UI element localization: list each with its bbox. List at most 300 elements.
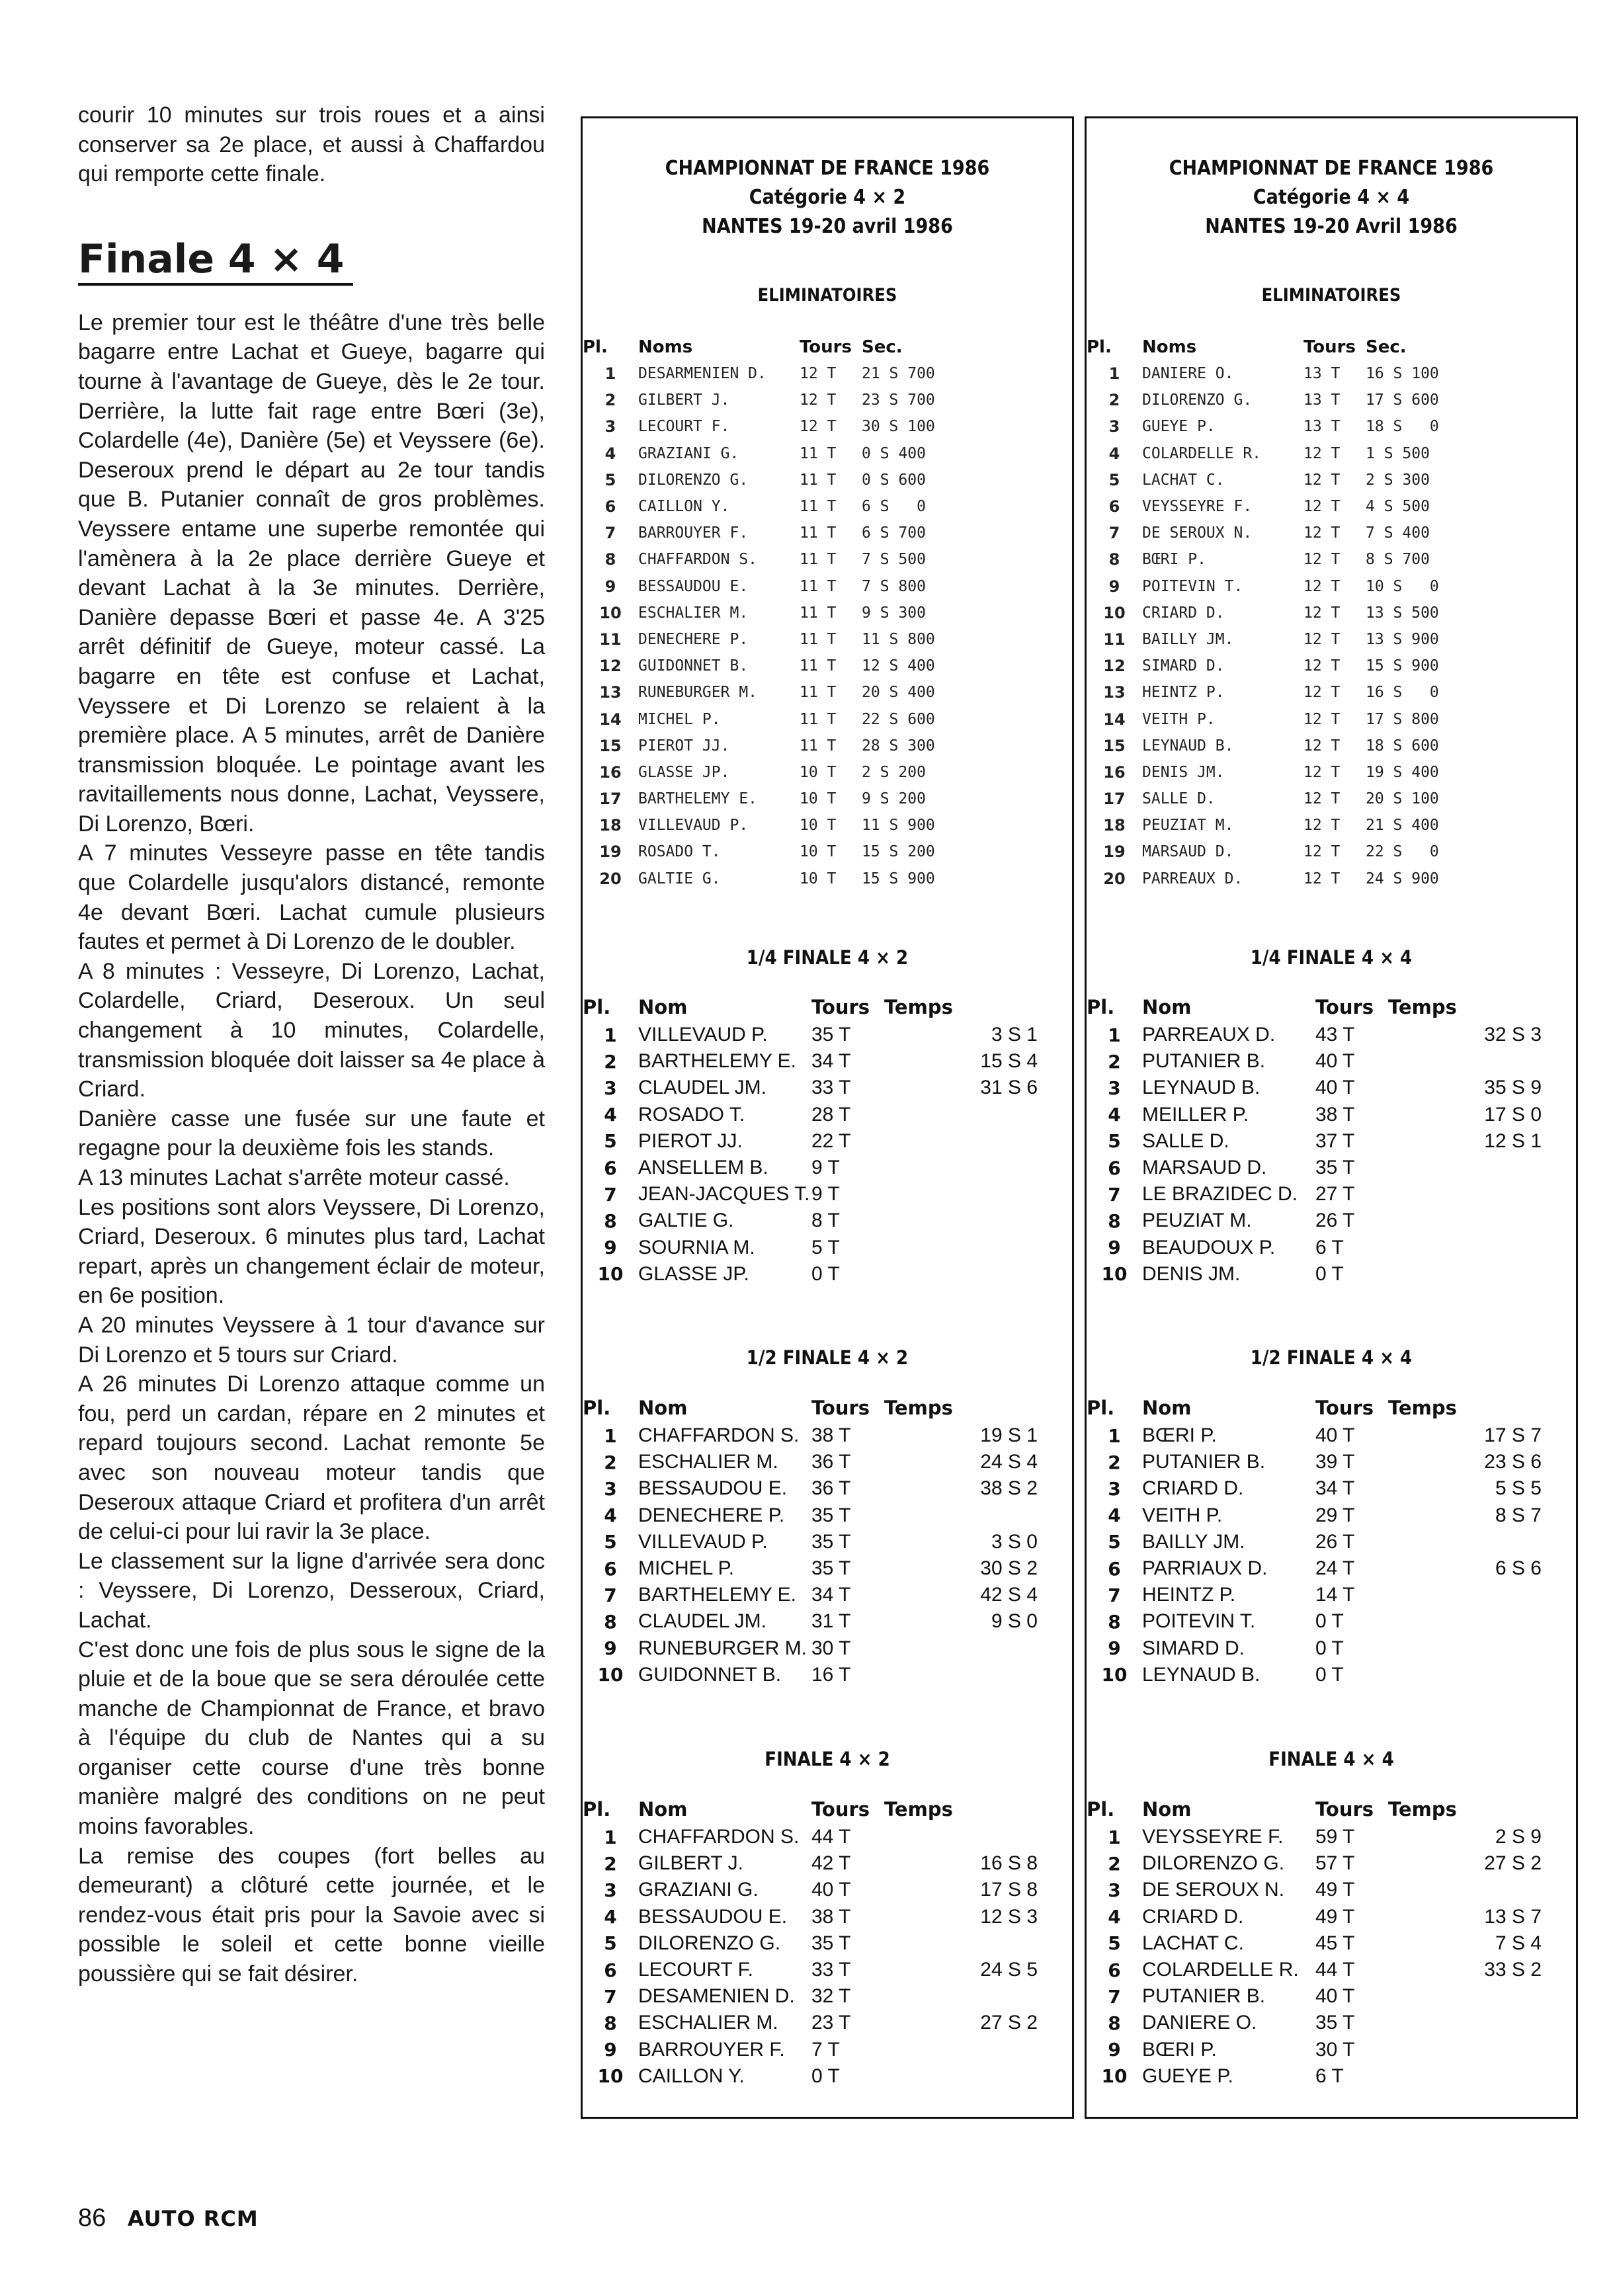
tours-cell: 16 T (811, 1663, 851, 1686)
table-row (583, 2010, 1072, 2036)
sec-cell: 6 S 700 (862, 524, 926, 542)
header-pl: Pl. (1087, 1798, 1115, 1821)
temps-cell (1388, 1261, 1576, 1288)
place-cell: 1 (604, 1024, 617, 1046)
name-cell: BAILLY JM. (1142, 630, 1234, 648)
name-cell: CRIARD D. (1142, 604, 1225, 622)
temps-cell (1388, 1582, 1576, 1608)
table-row (1087, 1582, 1576, 1608)
table-row (1087, 1075, 1576, 1101)
table-row (583, 1261, 1072, 1288)
place-cell: 17 (599, 790, 622, 809)
name-cell: ESCHALIER M. (638, 2012, 778, 2034)
name-cell: JEAN-JACQUES T. (638, 1183, 810, 1206)
box-title-line-1: CHAMPIONNAT DE FRANCE 1986 (665, 157, 990, 180)
name-cell: PIEROT JJ. (638, 737, 730, 755)
table-row (1087, 866, 1576, 892)
name-cell: GLASSE JP. (638, 1262, 749, 1285)
tours-cell: 30 T (1315, 2038, 1355, 2061)
temps-cell: 3 S 0 (991, 1530, 1038, 1553)
place-cell: 9 (604, 1237, 617, 1259)
table-row (583, 1048, 1072, 1075)
name-cell: HEINTZ P. (1142, 684, 1225, 702)
place-cell: 8 (1108, 2012, 1121, 2034)
name-cell: DENIS JM. (1142, 1262, 1241, 1285)
tours-cell: 30 T (811, 1637, 851, 1659)
name-cell: ROSADO T. (638, 1103, 745, 1126)
place-cell: 14 (599, 710, 622, 729)
header-nom: Nom (1142, 996, 1192, 1018)
article-paragraph: C'est donc une fois de plus sous le signe de la pluie et de la boue que se sera déroulée cette manche de Championnat de France, et bravo à l'équipe du club de Nantes qui a su organiser cette course d'une très bonne manière malgré des conditions on ne peut moins favorables. (78, 1637, 545, 1840)
quarter-final-table (1087, 993, 1576, 1288)
tours-cell: 35 T (811, 1530, 851, 1553)
tours-cell: 35 T (811, 1557, 851, 1580)
tours-cell: 7 T (811, 2038, 840, 2061)
place-cell: 1 (1108, 1826, 1121, 1848)
tours-cell: 6 T (1315, 1236, 1344, 1258)
tours-cell: 11 T (800, 657, 837, 675)
place-cell: 2 (1108, 1451, 1121, 1473)
name-cell: BEAUDOUX P. (1142, 1236, 1276, 1258)
place-cell: 7 (604, 1584, 617, 1606)
place-cell: 1 (1108, 1024, 1121, 1046)
temps-cell: 38 S 2 (980, 1477, 1038, 1500)
place-cell: 1 (604, 1826, 617, 1848)
temps-cell (884, 1662, 1072, 1688)
table-header-row (1087, 993, 1576, 1022)
name-cell: VEYSSEYRE F. (1142, 1826, 1284, 1848)
tours-cell: 12 T (1303, 577, 1341, 595)
tours-cell: 36 T (811, 1477, 851, 1500)
tours-cell: 35 T (1315, 2012, 1355, 2034)
tours-cell: 35 T (811, 1024, 851, 1046)
sec-cell: 11 S 900 (862, 817, 935, 835)
place-cell: 8 (1108, 1610, 1121, 1633)
tours-cell: 12 T (1303, 630, 1341, 648)
table-row (1087, 759, 1576, 786)
table-row (1087, 2010, 1576, 2036)
place-cell: 10 (1101, 2065, 1128, 2088)
place-cell: 19 (1103, 842, 1126, 862)
temps-cell (1388, 1608, 1576, 1635)
temps-cell: 15 S 4 (980, 1050, 1038, 1073)
eliminatoires-table (1087, 334, 1576, 892)
tours-cell: 38 T (811, 1424, 851, 1447)
box-title-line-1: CHAMPIONNAT DE FRANCE 1986 (1169, 157, 1494, 180)
table-header-row (1087, 1795, 1576, 1824)
header-tours: Tours (1315, 1397, 1374, 1419)
header-nom: Nom (1142, 1798, 1192, 1821)
name-cell: PARRIAUX D. (1142, 1557, 1268, 1580)
table-body (583, 1824, 1072, 2090)
table-row (583, 520, 1072, 546)
temps-cell (884, 1824, 1072, 1850)
place-cell: 3 (1108, 1879, 1121, 1901)
temps-cell: 8 S 7 (1495, 1504, 1542, 1526)
tours-cell: 10 T (800, 843, 837, 861)
sec-cell: 18 S 600 (1366, 737, 1439, 755)
name-cell: GALTIE G. (638, 1210, 734, 1232)
tours-cell: 12 T (800, 391, 837, 409)
temps-cell: 12 S 3 (980, 1905, 1038, 1928)
place-cell: 10 (1101, 1664, 1128, 1686)
name-cell: RUNEBURGER M. (638, 684, 758, 702)
tours-cell: 5 T (811, 1236, 840, 1258)
name-cell: SIMARD D. (1142, 1637, 1245, 1659)
header-temps: Temps (884, 1397, 953, 1419)
table-row (583, 1102, 1072, 1128)
place-cell: 2 (1108, 391, 1120, 410)
place-cell: 6 (604, 497, 616, 516)
place-cell: 10 (597, 1263, 624, 1286)
tours-cell: 43 T (1315, 1024, 1355, 1046)
temps-cell (1388, 1235, 1576, 1261)
tours-cell: 35 T (811, 1932, 851, 1954)
name-cell: GILBERT J. (638, 1852, 743, 1875)
tours-cell: 40 T (1315, 1985, 1355, 2008)
header-tours: Tours (811, 996, 870, 1018)
table-body (583, 1422, 1072, 1688)
article-paragraph: Les positions sont alors Veyssere, Di Lorenzo, Criard, Deseroux. 6 minutes plus tard, Lachat repart, après un changement éclair de moteur, en 6e position. (78, 1194, 545, 1309)
tours-cell: 26 T (1315, 1530, 1355, 1553)
header-sec: Sec. (862, 337, 903, 357)
table-header-row (583, 1795, 1072, 1824)
tours-cell: 10 T (800, 790, 837, 808)
tours-cell: 32 T (811, 1985, 851, 2008)
table-row (1087, 1930, 1576, 1957)
place-cell: 7 (604, 1985, 617, 2008)
tours-cell: 11 T (800, 710, 837, 728)
place-cell: 16 (599, 762, 622, 782)
table-row (583, 1502, 1072, 1529)
temps-cell: 27 S 2 (1484, 1852, 1542, 1875)
place-cell: 2 (604, 391, 616, 410)
place-cell: 6 (1108, 497, 1120, 516)
sec-cell: 2 S 200 (862, 763, 926, 781)
place-cell: 10 (1103, 603, 1126, 622)
table-row (1087, 1449, 1576, 1475)
table-row (583, 1181, 1072, 1208)
place-cell: 4 (604, 1104, 617, 1126)
article-paragraph: Danière casse une fusée sur une faute et regagne pour la deuxième fois les stands. (78, 1106, 545, 1161)
table-row (1087, 1850, 1576, 1877)
table-row (583, 573, 1072, 600)
tours-cell: 12 T (1303, 604, 1341, 622)
table-row (583, 706, 1072, 732)
table-row (1087, 600, 1576, 626)
temps-cell (1388, 2063, 1576, 2090)
name-cell: LEYNAUD B. (1142, 1663, 1260, 1686)
tours-cell: 11 T (800, 684, 837, 702)
name-cell: CRIARD D. (1142, 1905, 1244, 1928)
tours-cell: 0 T (1315, 1663, 1344, 1686)
temps-cell: 5 S 5 (1495, 1477, 1542, 1500)
table-header-row (1087, 334, 1576, 360)
temps-cell: 32 S 3 (1484, 1024, 1542, 1046)
temps-cell (884, 1181, 1072, 1208)
sec-cell: 19 S 400 (1366, 763, 1439, 781)
name-cell: VILLEVAUD P. (638, 1530, 768, 1553)
tours-cell: 10 T (800, 870, 837, 887)
sec-cell: 4 S 500 (1366, 498, 1430, 516)
table-row (583, 1957, 1072, 1983)
tours-cell: 57 T (1315, 1852, 1355, 1875)
tours-cell: 29 T (1315, 1504, 1355, 1526)
tours-cell: 12 T (1303, 524, 1341, 542)
table-row (583, 1824, 1072, 1850)
name-cell: GUEYE P. (1142, 2065, 1233, 2087)
place-cell: 6 (604, 1157, 617, 1179)
sec-cell: 6 S 0 (862, 498, 926, 516)
place-cell: 15 (1103, 736, 1126, 755)
tours-cell: 34 T (811, 1584, 851, 1606)
temps-cell (1388, 1983, 1576, 2010)
header-nom: Nom (638, 1798, 688, 1821)
name-cell: CAILLON Y. (638, 2065, 745, 2087)
place-cell: 9 (604, 577, 616, 596)
sec-cell: 15 S 900 (1366, 657, 1439, 675)
name-cell: LECOURT F. (638, 1959, 753, 1981)
tours-cell: 12 T (1303, 870, 1341, 887)
tours-cell: 12 T (800, 418, 837, 436)
tours-cell: 12 T (1303, 498, 1341, 516)
name-cell: ANSELLEM B. (638, 1157, 768, 1179)
place-cell: 18 (1103, 816, 1126, 835)
temps-cell (884, 1635, 1072, 1662)
header-temps: Temps (884, 1798, 953, 1821)
place-cell: 9 (1108, 1237, 1121, 1259)
table-row (583, 1022, 1072, 1048)
place-cell: 10 (597, 1664, 624, 1686)
place-cell: 10 (599, 603, 622, 622)
table-row (1087, 1608, 1576, 1635)
tours-cell: 24 T (1315, 1557, 1355, 1580)
table-row (583, 626, 1072, 653)
header-nom: Nom (1142, 1397, 1192, 1419)
name-cell: PARREAUX D. (1142, 870, 1243, 887)
place-cell: 7 (1108, 524, 1120, 543)
table-row (1087, 1502, 1576, 1529)
place-cell: 13 (1103, 683, 1126, 702)
table-row (583, 812, 1072, 839)
sec-cell: 13 S 900 (1366, 630, 1439, 648)
table-row (1087, 413, 1576, 440)
place-cell: 8 (1108, 1210, 1121, 1232)
table-row (1087, 1102, 1576, 1128)
place-cell: 8 (604, 550, 616, 569)
place-cell: 13 (599, 683, 622, 702)
name-cell: POITEVIN T. (1142, 577, 1243, 595)
name-cell: CRIARD D. (1142, 1477, 1244, 1500)
tours-cell: 12 T (1303, 444, 1341, 462)
name-cell: BŒRI P. (1142, 551, 1206, 569)
name-cell: CLAUDEL JM. (638, 1077, 766, 1099)
name-cell: CHAFFARDON S. (638, 1826, 800, 1848)
name-cell: GLASSE JP. (638, 763, 730, 781)
table-row (1087, 1261, 1576, 1288)
page-number: 86 (78, 2204, 106, 2232)
place-cell: 4 (1108, 1906, 1121, 1928)
magazine-name: AUTO RCM (127, 2206, 259, 2231)
place-cell: 8 (604, 1610, 617, 1633)
sec-cell: 0 S 600 (862, 471, 926, 489)
temps-cell (884, 1502, 1072, 1529)
tours-cell: 44 T (1315, 1959, 1355, 1981)
name-cell: ESCHALIER M. (638, 1451, 778, 1473)
place-cell: 3 (604, 417, 616, 436)
name-cell: PEUZIAT M. (1142, 1210, 1252, 1232)
place-cell: 9 (1108, 577, 1120, 596)
sec-cell: 21 S 400 (1366, 817, 1439, 835)
place-cell: 2 (1108, 1852, 1121, 1875)
sec-cell: 10 S 0 (1366, 577, 1439, 595)
place-cell: 9 (1108, 2039, 1121, 2061)
place-cell: 3 (604, 1477, 617, 1500)
tours-cell: 26 T (1315, 1210, 1355, 1232)
table-row (1087, 812, 1576, 839)
table-row (583, 493, 1072, 520)
place-cell: 4 (1108, 444, 1120, 463)
name-cell: GUIDONNET B. (638, 1663, 782, 1686)
name-cell: MICHEL P. (638, 1557, 735, 1580)
header-pl: Pl. (583, 1798, 611, 1821)
place-cell: 11 (1103, 630, 1126, 649)
header-nom: Nom (638, 996, 688, 1018)
sec-cell: 9 S 300 (862, 604, 926, 622)
sec-cell: 17 S 800 (1366, 710, 1439, 728)
place-cell: 10 (597, 2065, 624, 2088)
table-row (1087, 1904, 1576, 1930)
table-row (1087, 1529, 1576, 1555)
table-row (1087, 573, 1576, 600)
table-row (583, 2037, 1072, 2063)
name-cell: GILBERT J. (638, 391, 730, 409)
table-row (583, 387, 1072, 413)
table-row (583, 759, 1072, 786)
tours-cell: 44 T (811, 1826, 851, 1848)
table-row (1087, 1635, 1576, 1662)
table-row (583, 1877, 1072, 1903)
temps-cell: 30 S 2 (980, 1557, 1038, 1580)
temps-cell (884, 2037, 1072, 2063)
name-cell: CHAFFARDON S. (638, 1424, 800, 1447)
temps-cell (884, 1102, 1072, 1128)
article-paragraph: Le classement sur la ligne d'arrivée sera donc : Veyssere, Di Lorenzo, Desseroux, Criard, Lachat. (78, 1548, 545, 1633)
name-cell: LACHAT C. (1142, 471, 1225, 489)
table-row (1087, 653, 1576, 679)
table-row (583, 1449, 1072, 1475)
place-cell: 1 (604, 364, 616, 384)
table-row (583, 1608, 1072, 1635)
name-cell: PARREAUX D. (1142, 1024, 1276, 1046)
tours-cell: 40 T (1315, 1050, 1355, 1073)
name-cell: RUNEBURGER M. (638, 1637, 807, 1659)
place-cell: 20 (599, 869, 622, 888)
name-cell: BARTHELEMY E. (638, 1050, 796, 1073)
temps-cell (1388, 1048, 1576, 1075)
header-pl: Pl. (583, 1397, 611, 1419)
semi-final-title: 1/2 FINALE 4 × 2 (746, 1346, 909, 1369)
name-cell: DENECHERE P. (638, 1504, 785, 1526)
tours-cell: 34 T (1315, 1477, 1355, 1500)
table-header-row (1087, 1393, 1576, 1422)
temps-cell: 12 S 1 (1484, 1129, 1542, 1152)
temps-cell (1388, 1181, 1576, 1208)
results-box-4x2 (581, 116, 1074, 2119)
tours-cell: 33 T (811, 1959, 851, 1981)
article-intro: courir 10 minutes sur trois roues et a ainsi conserver sa 2e place, et aussi à Chaffardou qui remporte cette finale. (78, 102, 545, 187)
tours-cell: 11 T (800, 471, 837, 489)
table-row (1087, 1555, 1576, 1582)
table-row (583, 1128, 1072, 1155)
place-cell: 12 (1103, 657, 1126, 676)
temps-cell (884, 1128, 1072, 1155)
header-pl: Pl. (1087, 1397, 1115, 1419)
place-cell: 2 (604, 1852, 617, 1875)
temps-cell (1388, 1208, 1576, 1234)
temps-cell (884, 1930, 1072, 1957)
sec-cell: 21 S 700 (862, 365, 935, 383)
sec-cell: 22 S 600 (862, 710, 935, 728)
place-cell: 6 (1108, 1959, 1121, 1981)
table-row (583, 1475, 1072, 1502)
article-paragraph: A 13 minutes Lachat s'arrête moteur cassé. (78, 1165, 510, 1190)
table-row (583, 679, 1072, 706)
tours-cell: 13 T (1303, 365, 1341, 383)
place-cell: 2 (604, 1451, 617, 1473)
name-cell: GRAZIANI G. (638, 1879, 759, 1901)
place-cell: 5 (604, 470, 616, 489)
temps-cell: 13 S 7 (1484, 1905, 1542, 1928)
name-cell: BARROUYER F. (638, 524, 749, 542)
name-cell: VILLEVAUD P. (638, 1024, 768, 1046)
name-cell: BAILLY JM. (1142, 1530, 1245, 1553)
tours-cell: 40 T (1315, 1077, 1355, 1099)
table-row (583, 413, 1072, 440)
place-cell: 5 (604, 1932, 617, 1955)
table-row (1087, 1128, 1576, 1155)
name-cell: DENIS JM. (1142, 763, 1225, 781)
box-title-line-2: Catégorie 4 × 4 (1253, 186, 1410, 209)
table-row (1087, 387, 1576, 413)
tours-cell: 12 T (1303, 710, 1341, 728)
sec-cell: 16 S 0 (1366, 684, 1439, 702)
tours-cell: 59 T (1315, 1826, 1355, 1848)
tours-cell: 0 T (1315, 1610, 1344, 1633)
name-cell: SALLE D. (1142, 790, 1216, 808)
place-cell: 19 (599, 842, 622, 862)
name-cell: BESSAUDOU E. (638, 1905, 788, 1928)
tours-cell: 36 T (811, 1451, 851, 1473)
name-cell: BŒRI P. (1142, 2038, 1217, 2061)
place-cell: 3 (1108, 1077, 1121, 1099)
sec-cell: 15 S 900 (862, 870, 935, 887)
table-row (1087, 1235, 1576, 1261)
tours-cell: 12 T (1303, 471, 1341, 489)
table-row (583, 1904, 1072, 1930)
place-cell: 1 (1108, 364, 1120, 384)
temps-cell: 23 S 6 (1484, 1451, 1542, 1473)
temps-cell (1388, 2010, 1576, 2036)
place-cell: 2 (604, 1050, 617, 1073)
temps-cell (884, 1983, 1072, 2010)
sec-cell: 17 S 600 (1366, 391, 1439, 409)
table-row (583, 1850, 1072, 1877)
name-cell: BŒRI P. (1142, 1424, 1217, 1447)
sec-cell: 7 S 800 (862, 577, 926, 595)
header-tours: Tours (811, 1798, 870, 1821)
table-row (1087, 1181, 1576, 1208)
